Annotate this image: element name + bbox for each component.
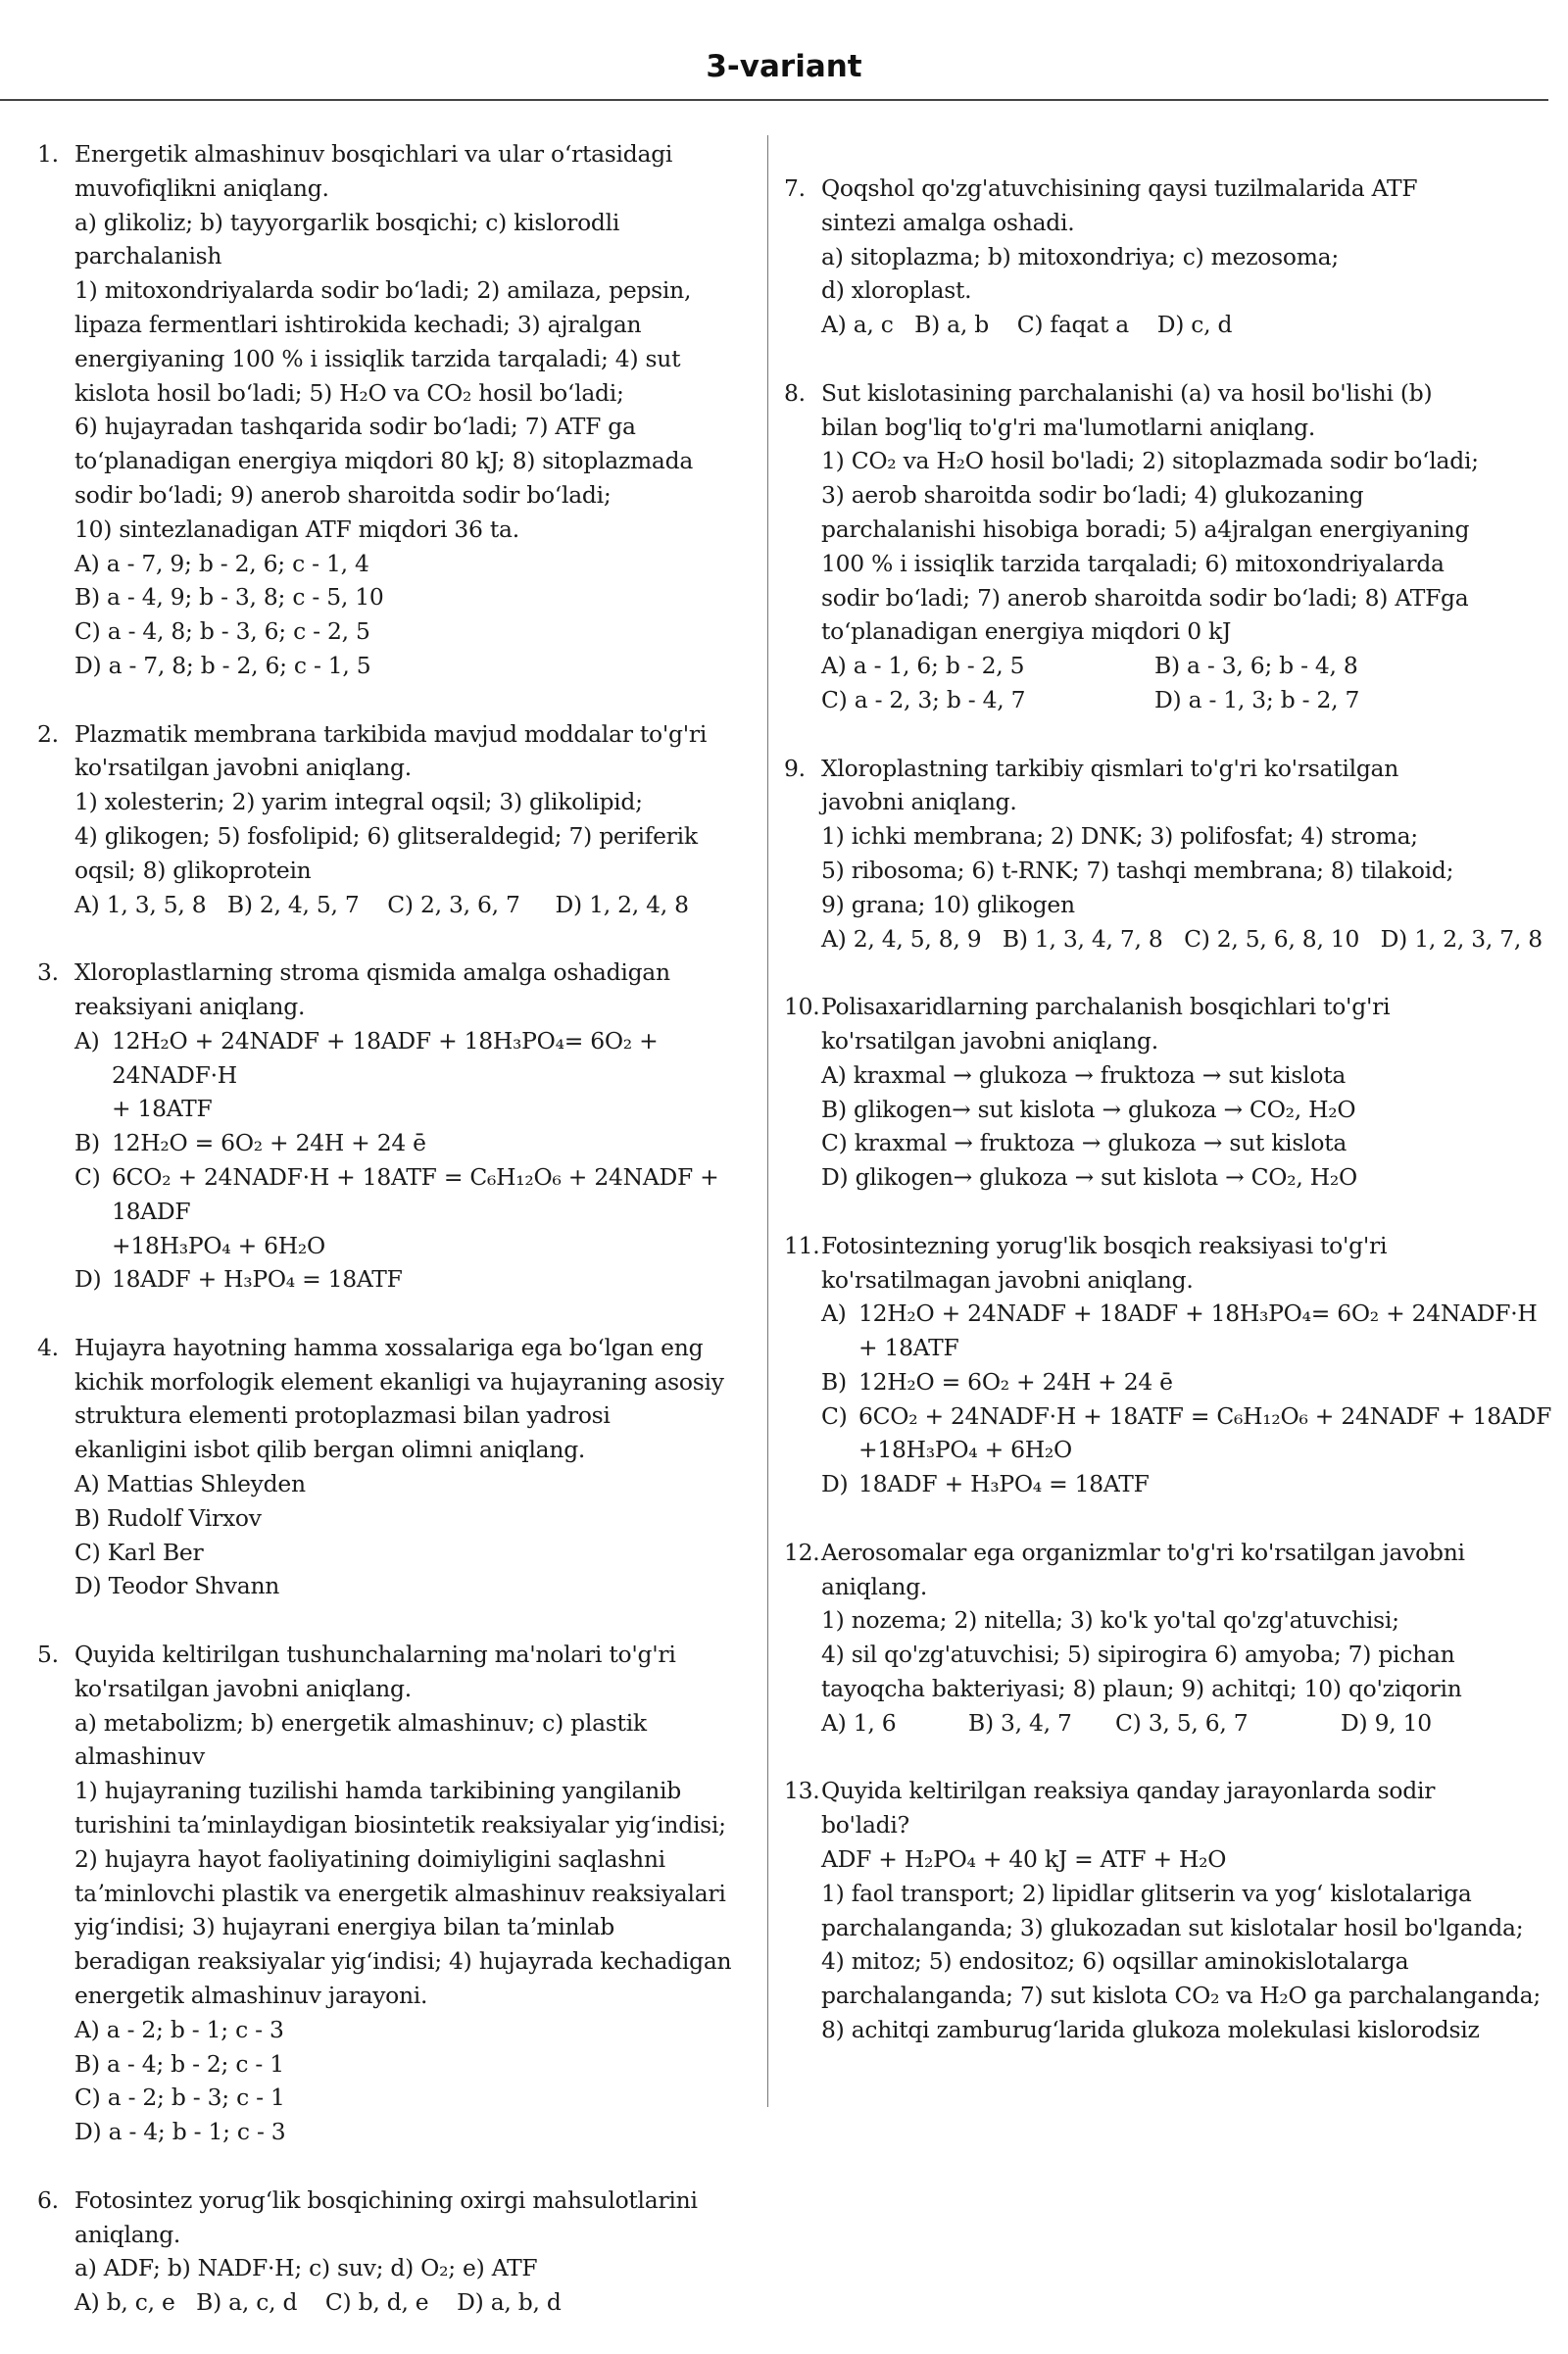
answer-option: A) a, c B) a, b C) faqat a D) c, d	[821, 311, 1233, 339]
question-text-line: energiyaning 100 % i issiqlik tarzida tarqaladi; 4) sut	[74, 344, 681, 372]
question-text-line: Xloroplastning tarkibiy qismlari to'g'ri ko'rsatilgan	[821, 754, 1399, 782]
question-7	[784, 172, 1558, 342]
question-text-line: a) metabolizm; b) energetik almashinuv; c) plastik	[74, 1708, 647, 1737]
question-text-line: d) xloroplast.	[821, 276, 972, 305]
answer-options	[821, 649, 1558, 717]
question-2	[37, 717, 735, 922]
question-text-line: Quyida keltirilgan reaksiya qanday jarayonlarda sodir	[821, 1777, 1436, 1805]
answer-option: D) a - 7, 8; b - 2, 6; c - 1, 5	[74, 651, 371, 679]
formula-continuation: + 18ATF	[112, 1095, 213, 1123]
question-text-line: B) glikogen→ sut kislota → glukoza → CO₂, H₂O	[821, 1095, 1356, 1123]
question-6	[37, 2183, 735, 2320]
question-text-line: 9) grana; 10) glikogen	[821, 890, 1075, 918]
question-number: 4.	[37, 1333, 59, 1361]
answer-option: A) Mattias Shleyden	[74, 1470, 306, 1498]
question-text-line: bo'ladi?	[821, 1811, 909, 1839]
question-text-line: 1) faol transport; 2) lipidlar glitserin va yogʻ kislotalariga	[821, 1879, 1472, 1907]
question-text-line: a) ADF; b) NADF·H; c) suv; d) O₂; e) ATF	[74, 2254, 538, 2282]
question-5	[37, 1638, 735, 2149]
question-number: 2.	[37, 719, 59, 748]
question-text-line: 8) achitqi zamburugʻlarida glukoza molekulasi kislorodsiz	[821, 2016, 1480, 2044]
formula-continuation: +18H₃PO₄ + 6H₂O	[112, 1231, 325, 1259]
question-text-line: Xloroplastlarning stroma qismida amalga oshadigan	[74, 958, 670, 987]
question-text-line: a) glikoliz; b) tayyorgarlik bosqichi; c) kislorodli	[74, 208, 620, 236]
question-text-line: 4) mitoz; 5) endositoz; 6) oqsillar aminokislotalarga	[821, 1947, 1409, 1976]
answer-option: B) 3, 4, 7	[968, 1708, 1072, 1737]
formula-text: 6CO₂ + 24NADF·H + 18ATF = C₆H₁₂O₆ + 24NADF + 18ADF	[858, 1401, 1552, 1430]
formula-option	[821, 1365, 1558, 1399]
question-text-line: C) kraxmal → fruktoza → glukoza → sut kislota	[821, 1129, 1348, 1157]
question-text-line: muvofiqlikni aniqlang.	[74, 173, 329, 202]
option-label: D)	[74, 1265, 102, 1294]
question-text-line: Polisaxaridlarning parchalanish bosqichlari to'g'ri	[821, 993, 1391, 1021]
answer-options	[74, 1467, 735, 1603]
question-text-line: sodir boʻladi; 7) anerob sharoitda sodir boʻladi; 8) ATFga	[821, 583, 1469, 612]
question-12	[784, 1536, 1558, 1741]
question-8	[784, 376, 1558, 717]
option-label: C)	[821, 1401, 848, 1430]
question-text-line: Qoqshol qo'zg'atuvchisining qaysi tuzilmalarida ATF	[821, 174, 1418, 202]
answer-option: D) Teodor Shvann	[74, 1572, 280, 1600]
formula-text: 12H₂O = 6O₂ + 24H + 24 ē	[112, 1129, 426, 1157]
formula-option	[74, 1262, 735, 1297]
question-text-line: 1) hujayraning tuzilishi hamda tarkibining yangilanib	[74, 1777, 681, 1805]
question-text-line: Fotosintez yorugʻlik bosqichining oxirgi mahsulotlarini	[74, 2185, 698, 2214]
question-text-line: 1) nozema; 2) nitella; 3) ko'k yo'tal qo'zg'atuvchisi;	[821, 1606, 1399, 1635]
question-3	[37, 956, 735, 1297]
option-label: B)	[74, 1129, 100, 1157]
answer-options	[74, 888, 735, 922]
question-text-line: almashinuv	[74, 1742, 205, 1771]
question-text-line: ko'rsatilgan javobni aniqlang.	[74, 754, 412, 782]
question-text-line: 6) hujayradan tashqarida sodir boʻladi; 7) ATF ga	[74, 413, 636, 441]
question-number: 5.	[37, 1641, 59, 1669]
formula-option	[821, 1467, 1558, 1501]
answer-option: C) a - 4, 8; b - 3, 6; c - 2, 5	[74, 617, 370, 646]
question-number: 13.	[784, 1777, 820, 1805]
answer-option: C) a - 2, 3; b - 4, 7	[821, 685, 1026, 713]
question-number: 6.	[37, 2185, 59, 2214]
question-text-line: 1) ichki membrana; 2) DNK; 3) polifosfat; 4) stroma;	[821, 822, 1418, 851]
question-text-line: ADF + H₂PO₄ + 40 kJ = ATF + H₂O	[821, 1845, 1227, 1874]
question-1	[37, 137, 735, 683]
question-text-line: struktura elementi protoplazmasi bilan yadrosi	[74, 1401, 611, 1430]
answer-option: C) a - 2; b - 3; c - 1	[74, 2084, 285, 2112]
question-text-line: 2) hujayra hayot faoliyatining doimiyligini saqlashni	[74, 1844, 665, 1873]
answer-option: B) Rudolf Virxov	[74, 1503, 262, 1532]
question-number: 12.	[784, 1538, 820, 1566]
question-text-line: 3) aerob sharoitda sodir boʻladi; 4) glukozaning	[821, 481, 1364, 510]
option-label: A)	[821, 1300, 847, 1328]
question-text-line: D) glikogen→ glukoza → sut kislota → CO₂, H₂O	[821, 1163, 1357, 1192]
question-4	[37, 1331, 735, 1603]
question-text-line: a) sitoplazma; b) mitoxondriya; c) mezosoma;	[821, 242, 1339, 270]
answer-option: A) a - 7, 9; b - 2, 6; c - 1, 4	[74, 549, 369, 577]
answer-options	[74, 2285, 735, 2320]
question-number: 8.	[784, 378, 806, 407]
answer-option: D) a - 1, 3; b - 2, 7	[1154, 685, 1360, 713]
question-text-line: A) kraxmal → glukoza → fruktoza → sut kislota	[821, 1060, 1347, 1089]
formula-text: 6CO₂ + 24NADF·H + 18ATF = C₆H₁₂O₆ + 24NADF + 18ADF	[112, 1162, 719, 1225]
answer-option: B) a - 3, 6; b - 4, 8	[1154, 652, 1358, 680]
question-number: 3.	[37, 958, 59, 987]
page-title: 3-variant	[706, 49, 862, 84]
question-text-line: beradigan reaksiyalar yigʻindisi; 4) hujayrada kechadigan	[74, 1947, 732, 1976]
question-text-line: toʻplanadigan energiya miqdori 80 kJ; 8) sitoplazmada	[74, 447, 694, 475]
question-text-line: parchalanishi hisobiga boradi; 5) a4jralgan energiyaning	[821, 515, 1470, 543]
question-text-line: 4) sil qo'zg'atuvchisi; 5) sipirogira 6) amyoba; 7) pichan	[821, 1641, 1455, 1669]
option-label: B)	[821, 1367, 847, 1396]
question-text-line: 5) ribosoma; 6) t-RNK; 7) tashqi membrana; 8) tilakoid;	[821, 856, 1454, 884]
answer-options	[821, 922, 1558, 956]
question-text-line: kichik morfologik element ekanligi va hujayraning asosiy	[74, 1367, 724, 1396]
question-text-line: toʻplanadigan energiya miqdori 0 kJ	[821, 617, 1232, 646]
formula-continuation: + 18ATF	[858, 1334, 959, 1362]
question-text-line: yigʻindisi; 3) hujayrani energiya bilan taʼminlab	[74, 1913, 615, 1941]
question-text-line: aniqlang.	[74, 2220, 181, 2248]
formula-text: 12H₂O + 24NADF + 18ADF + 18H₃PO₄= 6O₂ + 24NADF·H	[112, 1026, 659, 1089]
formula-continuation: +18H₃PO₄ + 6H₂O	[858, 1436, 1072, 1464]
answer-option: B) a - 4, 9; b - 3, 8; c - 5, 10	[74, 583, 384, 612]
question-text-line: aniqlang.	[821, 1572, 928, 1600]
question-number: 1.	[37, 140, 59, 168]
question-9	[784, 752, 1558, 956]
formula-text: 18ADF + H₃PO₄ = 18ATF	[112, 1265, 403, 1294]
answer-option: C) 3, 5, 6, 7	[1115, 1708, 1249, 1737]
question-text-line: ko'rsatilgan javobni aniqlang.	[821, 1026, 1158, 1054]
right-column	[784, 172, 1558, 2082]
answer-options	[821, 1706, 1558, 1741]
question-text-line: parchalanganda; 3) glukozadan sut kislotalar hosil bo'lganda;	[821, 1913, 1524, 1941]
question-text-line: kislota hosil boʻladi; 5) H₂O va CO₂ hosil boʻladi;	[74, 378, 624, 407]
title-underline	[0, 99, 1548, 101]
question-text-line: parchalanish	[74, 242, 222, 270]
formula-option	[74, 1024, 735, 1126]
formula-option	[74, 1160, 735, 1262]
question-text-line: Aerosomalar ega organizmlar to'g'ri ko'rsatilgan javobni	[821, 1538, 1465, 1566]
answer-options	[74, 2013, 735, 2149]
question-text-line: Fotosintezning yorug'lik bosqich reaksiyasi to'g'ri	[821, 1231, 1388, 1259]
question-text-line: 1) mitoxondriyalarda sodir boʻladi; 2) amilaza, pepsin,	[74, 276, 692, 305]
formula-text: 12H₂O + 24NADF + 18ADF + 18H₃PO₄= 6O₂ + 24NADF·H	[858, 1300, 1538, 1328]
answer-option: D) a - 4; b - 1; c - 3	[74, 2118, 286, 2146]
question-10	[784, 990, 1558, 1195]
formula-option	[821, 1399, 1558, 1468]
column-divider	[767, 135, 768, 2107]
question-text-line: ko'rsatilgan javobni aniqlang.	[74, 1674, 412, 1702]
answer-options	[74, 547, 735, 683]
question-number: 11.	[784, 1231, 820, 1259]
question-text-line: Hujayra hayotning hamma xossalariga ega boʻlgan eng	[74, 1333, 704, 1361]
question-text-line: reaksiyani aniqlang.	[74, 992, 306, 1020]
question-text-line: ekanligini isbot qilib bergan olimni aniqlang.	[74, 1436, 586, 1464]
question-text-line: Sut kislotasining parchalanishi (a) va hosil bo'lishi (b)	[821, 378, 1433, 407]
answer-option: A) a - 2; b - 1; c - 3	[74, 2015, 284, 2043]
question-text-line: taʼminlovchi plastik va energetik almashinuv reaksiyalari	[74, 1879, 726, 1907]
formula-option	[821, 1297, 1558, 1365]
option-label: A)	[74, 1026, 100, 1054]
question-text-line: lipaza fermentlari ishtirokida kechadi; 3) ajralgan	[74, 310, 642, 338]
question-text-line: 4) glikogen; 5) fosfolipid; 6) glitseraldegid; 7) periferik	[74, 821, 698, 850]
question-number: 10.	[784, 993, 820, 1021]
question-text-line: 1) xolesterin; 2) yarim integral oqsil; 3) glikolipid;	[74, 788, 643, 816]
question-text-line: ko'rsatilmagan javobni aniqlang.	[821, 1265, 1194, 1294]
left-column	[37, 137, 735, 2354]
answer-option: A) 2, 4, 5, 8, 9 B) 1, 3, 4, 7, 8 C) 2, 5, 6, 8, 10 D) 1, 2, 3, 7, 8	[821, 924, 1543, 953]
answer-option: D) 9, 10	[1341, 1708, 1432, 1737]
question-text-line: sintezi amalga oshadi.	[821, 208, 1075, 236]
question-text-line: 100 % i issiqlik tarzida tarqaladi; 6) mitoxondriyalarda	[821, 549, 1445, 577]
formula-text: 18ADF + H₃PO₄ = 18ATF	[858, 1470, 1150, 1498]
answer-option: A) b, c, e B) a, c, d C) b, d, e D) a, b, d	[74, 2288, 562, 2317]
question-text-line: Energetik almashinuv bosqichlari va ular oʻrtasidagi	[74, 140, 673, 168]
answer-option: B) a - 4; b - 2; c - 1	[74, 2049, 284, 2078]
formula-option	[74, 1126, 735, 1160]
answer-option: A) 1, 6	[821, 1708, 897, 1737]
answer-option: C) Karl Ber	[74, 1538, 204, 1566]
question-text-line: 10) sintezlanadigan ATF miqdori 36 ta.	[74, 515, 519, 543]
question-text-line: turishini taʼminlaydigan biosintetik reaksiyalar yigʻindisi;	[74, 1811, 726, 1839]
question-text-line: energetik almashinuv jarayoni.	[74, 1982, 428, 2010]
question-text-line: oqsil; 8) glikoprotein	[74, 856, 312, 884]
answer-options	[821, 308, 1558, 342]
answer-option: A) a - 1, 6; b - 2, 5	[821, 652, 1025, 680]
question-11	[784, 1229, 1558, 1501]
question-text-line: Plazmatik membrana tarkibida mavjud moddalar to'g'ri	[74, 719, 708, 748]
question-text-line: tayoqcha bakteriyasi; 8) plaun; 9) achitqi; 10) qo'ziqorin	[821, 1675, 1462, 1703]
option-label: C)	[74, 1162, 101, 1191]
question-text-line: Quyida keltirilgan tushunchalarning ma'nolari to'g'ri	[74, 1641, 676, 1669]
answer-option: A) 1, 3, 5, 8 B) 2, 4, 5, 7 C) 2, 3, 6, 7 D) 1, 2, 4, 8	[74, 890, 689, 918]
question-text-line: sodir boʻladi; 9) anerob sharoitda sodir boʻladi;	[74, 480, 612, 509]
question-number: 9.	[784, 754, 806, 782]
question-text-line: javobni aniqlang.	[821, 788, 1017, 816]
option-label: D)	[821, 1470, 849, 1498]
question-text-line: 1) CO₂ va H₂O hosil bo'ladi; 2) sitoplazmada sodir boʻladi;	[821, 447, 1479, 475]
formula-text: 12H₂O = 6O₂ + 24H + 24 ē	[858, 1367, 1173, 1396]
question-text-line: bilan bog'liq to'g'ri ma'lumotlarni aniqlang.	[821, 413, 1316, 441]
question-13	[784, 1774, 1558, 2046]
question-number: 7.	[784, 174, 806, 202]
question-text-line: parchalanganda; 7) sut kislota CO₂ va H₂O ga parchalanganda;	[821, 1982, 1541, 2010]
